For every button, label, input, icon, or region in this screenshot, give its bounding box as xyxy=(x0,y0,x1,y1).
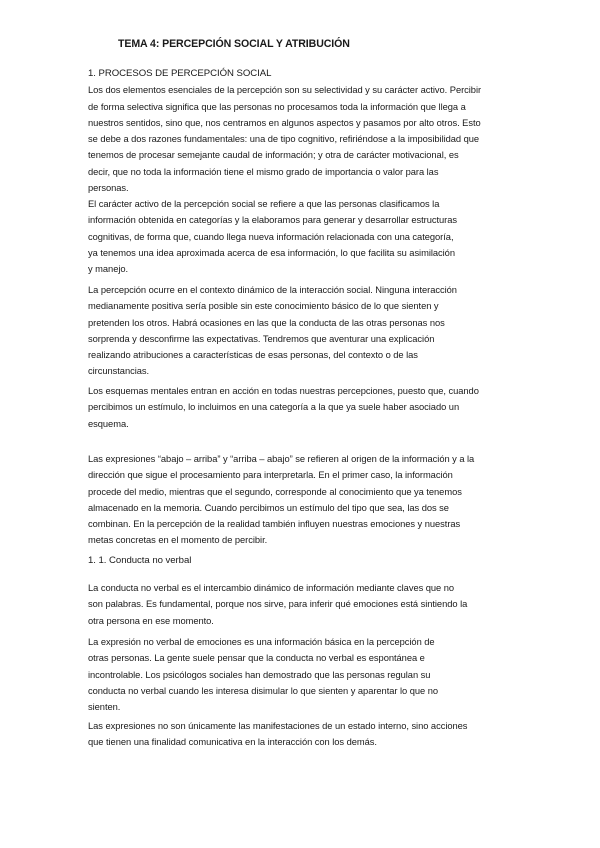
paragraph-line: sienten. xyxy=(88,702,121,713)
section-1-1 xyxy=(88,553,528,569)
paragraph xyxy=(88,451,528,549)
paragraph-line: incontrolable. Los psicólogos sociales han demostrado que las personas regulan su xyxy=(88,669,431,680)
paragraph-line: combinan. En la percepción de la realidad también influyen nuestras emociones y nuestras xyxy=(88,519,461,530)
paragraph-line: La conducta no verbal es el intercambio dinámico de información mediante claves que no xyxy=(88,583,455,593)
paragraph-line: realizando atribuciones a características de esas personas, del contexto o de las xyxy=(88,350,418,361)
paragraph-line: que tienen una finalidad comunicativa en la interacción con los demás. xyxy=(88,737,377,748)
paragraph-line: La expresión no verbal de emociones es una información básica en la percepción de xyxy=(88,637,435,647)
paragraph-line: pretenden los otros. Habrá ocasiones en las que la conducta de las otras personas nos xyxy=(88,317,445,328)
paragraph-line: dirección que sigue el procesamiento para interpretarla. En el primer caso, la información xyxy=(88,470,453,481)
paragraph-line: esquema. xyxy=(88,418,129,429)
paragraph-line: sorprenda y desconfirme las expectativas. Tendremos que aventurar una explicación xyxy=(88,333,435,344)
paragraph xyxy=(88,196,528,277)
paragraph-line: decir, que no toda la información tiene el mismo grado de importancia o valor para las xyxy=(88,166,439,177)
paragraph-line: información obtenida en categorías y la elaboramos para generar y desarrollar estructuras xyxy=(88,215,457,226)
paragraph-line: y manejo. xyxy=(88,264,129,275)
paragraph-line: conducta no verbal cuando les interesa disimular lo que sienten y aparentar lo que no xyxy=(88,685,439,696)
paragraph xyxy=(88,282,528,380)
paragraph-line: Los dos elementos esenciales de la percepción son su selectividad y su carácter activo. Percibir xyxy=(88,85,482,96)
paragraph-line: Las expresiones “abajo – arriba” y “arriba – abajo” se refieren al origen de la información y a la xyxy=(88,454,475,464)
paragraph-line: Los esquemas mentales entran en acción en todas nuestras percepciones, puesto que, cuando xyxy=(88,386,479,396)
paragraph-line: La percepción ocurre en el contexto dinámico de la interacción social. Ninguna interacción xyxy=(88,285,457,295)
section-heading: 1. PROCESOS DE PERCEPCIÓN SOCIAL xyxy=(88,68,272,79)
paragraph-line: otras personas. La gente suele pensar que la conducta no verbal es espontánea e xyxy=(88,653,425,664)
paragraph xyxy=(88,383,528,432)
paragraph-line: otra persona en ese momento. xyxy=(88,615,214,626)
paragraph-line: ya tenemos una idea aproximada acerca de esa información, lo que facilita su asimilación xyxy=(88,247,455,258)
paragraph-line: personas. xyxy=(88,183,129,194)
paragraph-line: metas concretas en el momento de percibir. xyxy=(88,535,268,546)
paragraph-line: El carácter activo de la percepción social se refiere a que las personas clasificamos la xyxy=(88,199,440,209)
paragraph-line: tenemos de procesar semejante caudal de información; y otra de carácter motivacional, es xyxy=(88,150,459,161)
paragraph xyxy=(88,634,528,715)
paragraph-line: procede del medio, mientras que el segundo, corresponde al conocimiento que ya tenemos xyxy=(88,486,462,497)
paragraph-line: son palabras. Es fundamental, porque nos sirve, para inferir qué emociones está sintiendo la xyxy=(88,599,468,610)
paragraph-line: nuestros sentidos, sino que, nos centramos en algunos aspectos y pasamos por alto otros. Esto xyxy=(88,117,481,128)
section-heading: 1. 1. Conducta no verbal xyxy=(88,555,192,566)
page-title: TEMA 4: PERCEPCIÓN SOCIAL Y ATRIBUCIÓN xyxy=(118,38,350,50)
paragraph xyxy=(88,580,528,629)
paragraph-line: de forma selectiva significa que las personas no procesamos toda la información que llega a xyxy=(88,101,466,112)
paragraph-line: cognitivas, de forma que, cuando llega nueva información relacionada con una categoría, xyxy=(88,231,454,242)
paragraph xyxy=(88,718,528,751)
section-1 xyxy=(88,66,528,196)
paragraph-line: almacenado en la memoria. Cuando percibimos un estímulo del tipo que sea, las dos se xyxy=(88,502,449,513)
paragraph-line: circunstancias. xyxy=(88,366,150,377)
paragraph-line: se debe a dos razones fundamentales: una de tipo cognitivo, refiriéndose a la imposibilidad que xyxy=(88,134,480,145)
paragraph-line: Las expresiones no son únicamente las manifestaciones de un estado interno, sino acciones xyxy=(88,721,468,731)
paragraph-line: percibimos un estímulo, lo incluimos en una categoría a la que ya suele haber asociado un xyxy=(88,402,460,413)
paragraph-line: medianamente positiva sería posible sin este conocimiento básico de lo que sienten y xyxy=(88,301,439,312)
